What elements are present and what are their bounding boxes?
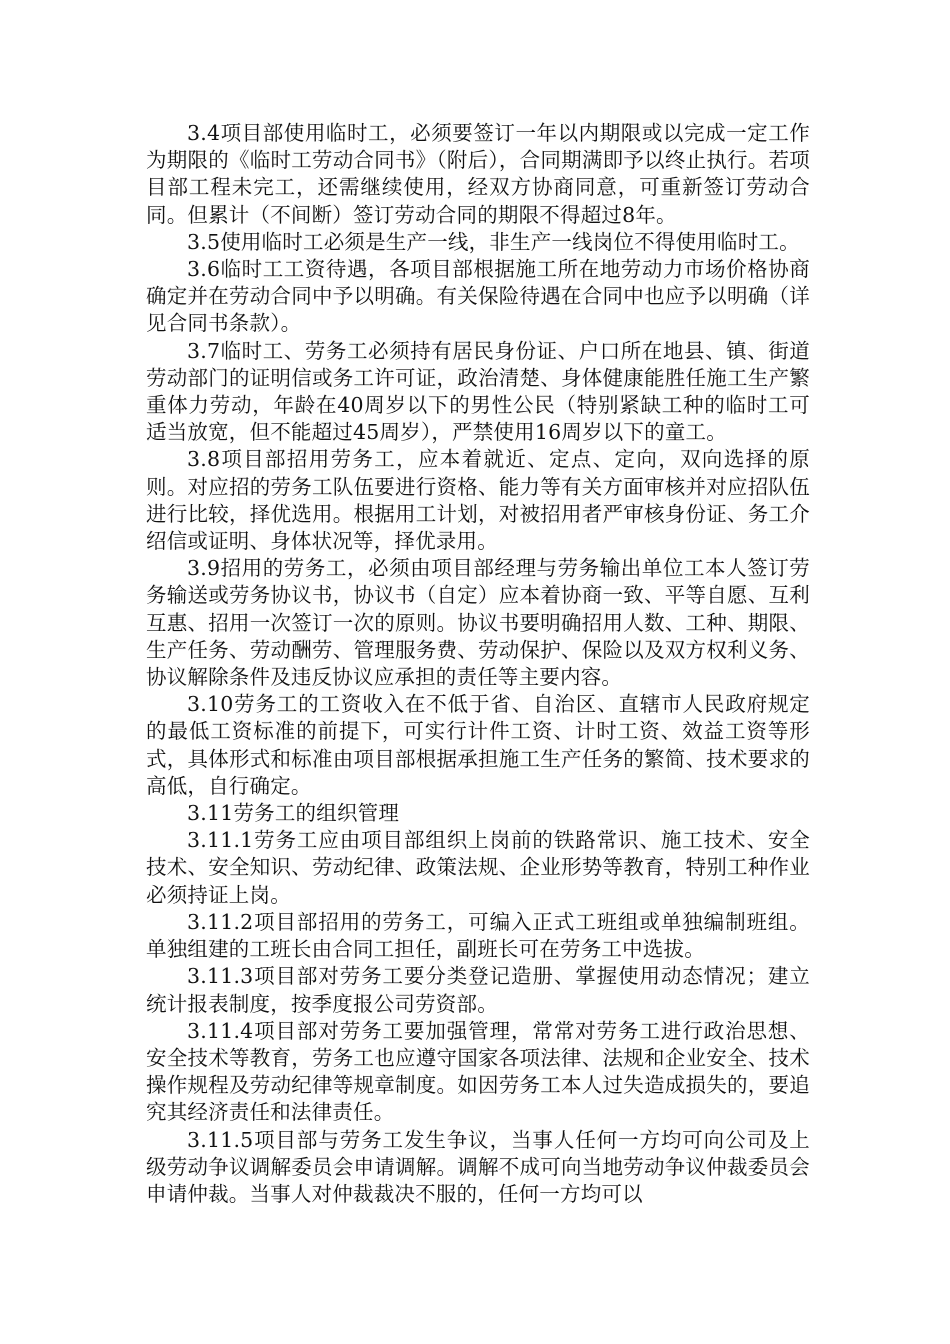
- paragraph-3-10: 3.10劳务工的工资收入在不低于省、自治区、直辖市人民政府规定的最低工资标准的前提下，可实行计件工资、计时工资、效益工资等形式，具体形式和标准由项目部根据承担施工生产任务的繁简、技术要求的高低，自行确定。: [146, 692, 810, 798]
- paragraph-3-8: 3.8项目部招用劳务工，应本着就近、定点、定向，双向选择的原则。对应招的劳务工队伍要进行资格、能力等有关方面审核并对应招队伍进行比较，择优选用。根据用工计划，对被招用者严审核身份证、务工介绍信或证明、身体状况等，择优录用。: [146, 447, 810, 554]
- paragraph-3-5: 3.5使用临时工必须是生产一线，非生产一线岗位不得使用临时工。: [187, 229, 800, 254]
- paragraph-3-11-3: 3.11.3项目部对劳务工要分类登记造册、掌握使用动态情况；建立统计报表制度，按季度报公司劳资部。: [146, 964, 810, 1016]
- paragraph-3-11-5: 3.11.5项目部与劳务工发生争议，当事人任何一方均可向公司及上级劳动争议调解委员会申请调解。调解不成可向当地劳动争议仲裁委员会申请仲裁。当事人对仲裁裁决不服的，任何一方均可以: [146, 1127, 810, 1206]
- paragraph-3-6: 3.6临时工工资待遇，各项目部根据施工所在地劳动力市场价格协商确定并在劳动合同中予以明确。有关保险待遇在合同中也应予以明确（详见合同书条款）。: [146, 257, 810, 336]
- paragraph-3-11-2: 3.11.2项目部招用的劳务工，可编入正式工班组或单独编制班组。单独组建的工班长由合同工担任，副班长可在劳务工中选拔。: [146, 909, 810, 962]
- paragraph-3-11-1: 3.11.1劳务工应由项目部组织上岗前的铁路常识、施工技术、安全技术、安全知识、劳动纪律、政策法规、企业形势等教育，特别工种作业必须持证上岗。: [146, 828, 810, 907]
- document-body: [146, 120, 810, 1208]
- section-heading-3-11: 3.11劳务工的组织管理: [187, 801, 400, 826]
- paragraph-3-9: 3.9招用的劳务工，必须由项目部经理与劳务输出单位工本人签订劳务输送或劳务协议书，协议书（自定）应本着协商一致、平等自愿、互利互惠、招用一次签订一次的原则。协议书要明确招用人数、工种、期限、生产任务、劳动酬劳、管理服务费、劳动保护、保险以及双方权利义务、协议解除条件及违反协议应承担的责任等主要内容。: [146, 556, 810, 690]
- paragraph-3-7: 3.7临时工、劳务工必须持有居民身份证、户口所在地县、镇、街道劳动部门的证明信或务工许可证，政治清楚、身体健康能胜任施工生产繁重体力劳动，年龄在40周岁以下的男性公民（特别紧缺工种的临时工可适当放宽，但不能超过45周岁），严禁使用16周岁以下的童工。: [146, 338, 810, 445]
- paragraph-3-11-4: 3.11.4项目部对劳务工要加强管理，常常对劳务工进行政治思想、安全技术等教育，劳务工也应遵守国家各项法律、法规和企业安全、技术操作规程及劳动纪律等规章制度。如因劳务工本人过失造成损失的，要追究其经济责任和法律责任。: [146, 1018, 810, 1125]
- paragraph-3-4: 3.4项目部使用临时工，必须要签订一年以内期限或以完成一定工作为期限的《临时工劳动合同书》（附后），合同期满即予以终止执行。若项目部工程未完工，还需继续使用，经双方协商同意，可重新签订劳动合同。但累计（不间断）签订劳动合同的期限不得超过8年。: [146, 121, 810, 227]
